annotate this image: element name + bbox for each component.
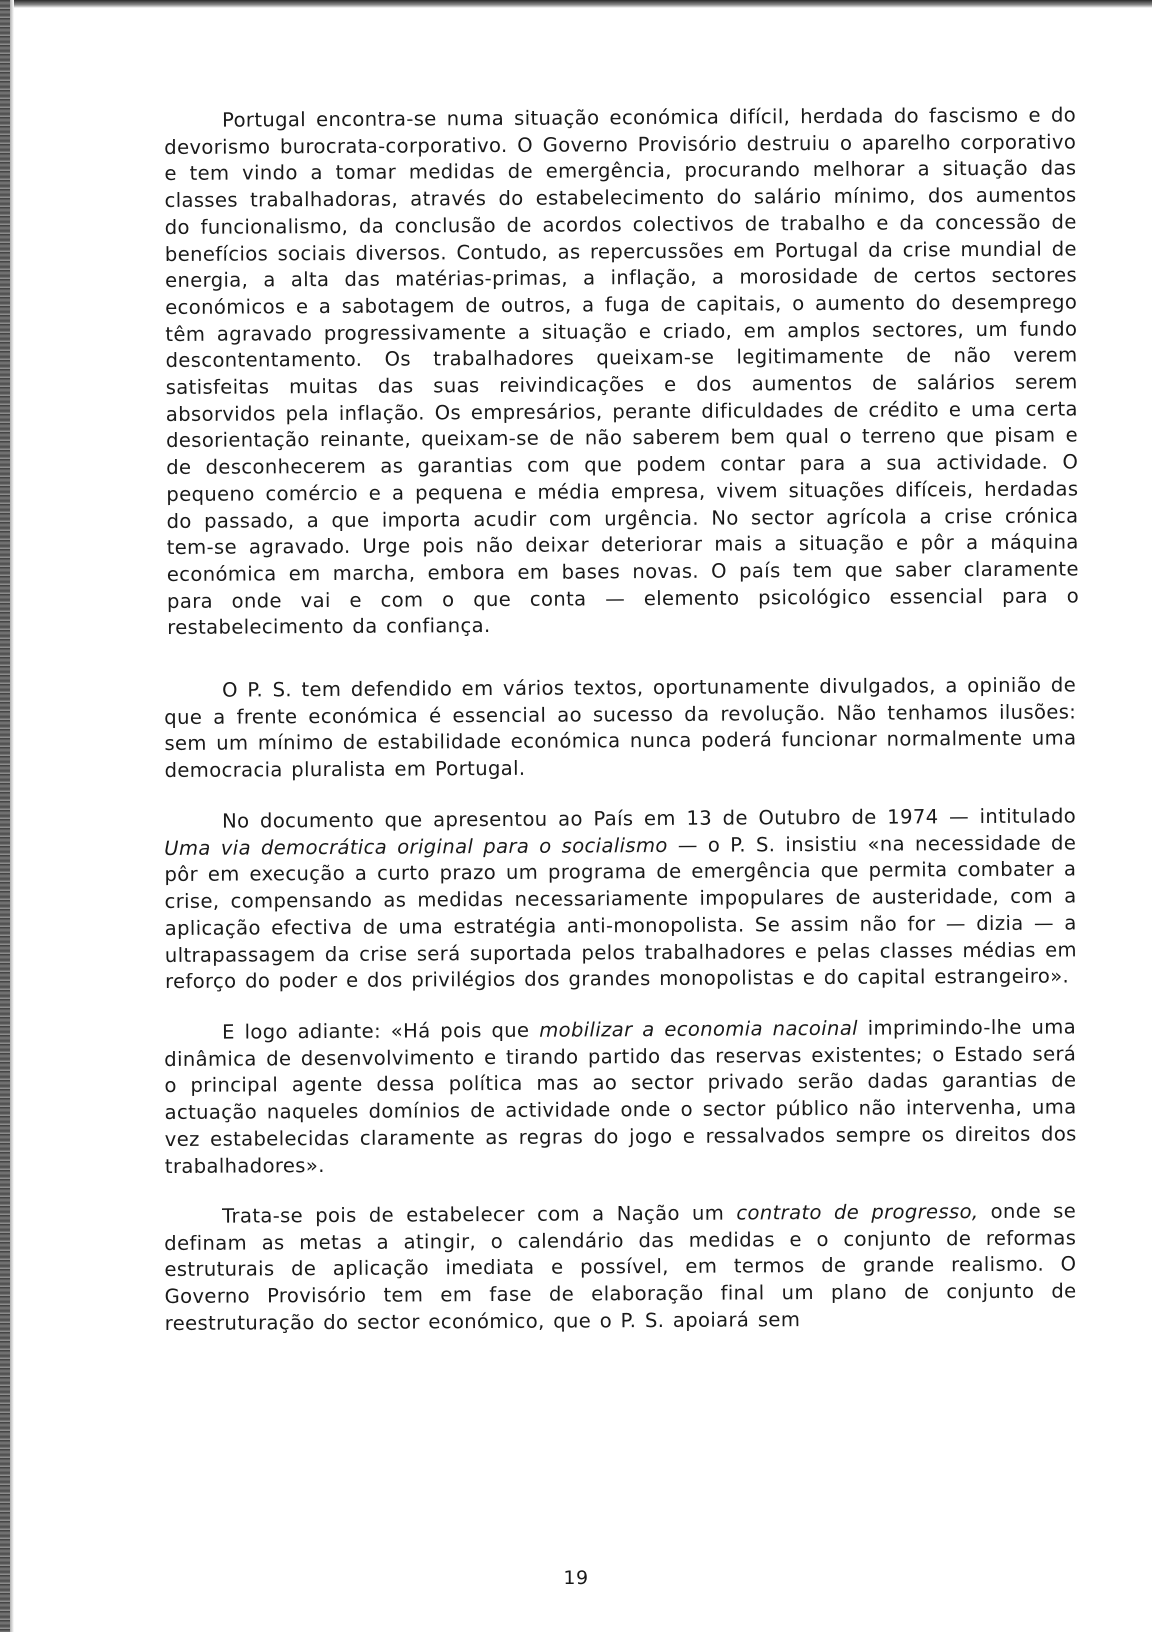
paragraph-text: Trata-se pois de estabelecer com a Nação um (222, 1201, 737, 1228)
paragraph-text: O P. S. tem defendido em vários textos, oportunamente divulgados, a opinião de que a frente económica é essencial ao sucesso da revolução. Não tenhamos ilusões: sem um mínimo de estabilidade económica nunca poderá funcionar normalmente uma democracia pluralista em Portugal. (164, 673, 1077, 783)
paragraph-economic-situation (164, 102, 1079, 642)
paragraph-text: E logo adiante: «Há pois que (222, 1018, 540, 1044)
paragraph-progress-contract (164, 1198, 1077, 1337)
paragraph-text: — o P. S. insistiu «na necessidade de pôr em execução a curto prazo um programa de emergência que permita combater a crise, compensando as medidas necessariamente impopulares de austeridade, com a aplicação efectiva de uma estratégia anti-monopolista. Se assim não for — dizia — a ultrapassagem da crise será suportada pelos trabalhadores e pelas classes médias em reforço do poder e dos privilégios dos grandes monopolistas e do capital estrangeiro». (164, 831, 1077, 994)
emphasis-italic: contrato de progresso, (736, 1200, 979, 1225)
scan-edge-left (0, 0, 10, 1632)
paragraph-text: No documento que apresentou ao País em 13 de Outubro de 1974 — intitulado (222, 804, 1077, 833)
paragraph-october-document (164, 803, 1077, 995)
document-title-italic: Uma via democrática original para o socialismo (164, 833, 668, 860)
paragraph-text: imprimindo-lhe uma dinâmica de desenvolvimento e tirando partido das reservas existentes; o Estado será o principal agente dessa política mas ao sector privado serão dadas garantias de actuação naqueles domínios de actividade onde o sector público não intervenha, uma vez estabelecidas claramente as regras do jogo e ressalvados sempre os direitos dos trabalhadores». (164, 1015, 1077, 1178)
scan-edge-left-shadow (10, 0, 14, 1632)
paragraph-text: onde se definam as metas a atingir, o calendário das medidas e o conjunto de reformas estruturais de aplicação imediata e possível, em termos de grande realismo. O Governo Provisório tem em fase de elaboração final um plano de conjunto de reestruturação do sector económico, que o P. S. apoiará sem (164, 1199, 1077, 1335)
paragraph-mobilize-economy (164, 1014, 1077, 1180)
emphasis-italic: mobilizar a economia nacoinal (539, 1016, 859, 1042)
paragraph-economic-front (164, 672, 1077, 784)
scan-edge-top (0, 0, 1152, 8)
page-number: 19 (563, 1567, 589, 1589)
paragraph-text: Portugal encontra-se numa situação económica difícil, herdada do fascismo e do devorismo burocrata-corporativo. O Governo Provisório destruiu o aparelho corporativo e tem vindo a tomar medidas de emergência, procurando melhorar a situação das classes trabalhadoras, através do estabelecimento do salário mínimo, dos aumentos do funcionalismo, da conclusão de acordos colectivos de trabalho e da concessão de benefícios sociais diversos. Contudo, as repercussões em Portugal da crise mundial de energia, a alta das matérias-primas, a inflação, a morosidade de certos sectores económicos e a sabotagem de outros, a fuga de capitais, o aumento do desemprego têm agravado progressivamente a situação e criado, em amplos sectores, um fundo descontentamento. Os trabalhadores queixam-se legitimamente de não verem satisfeitas muitas das suas reivindicações e dos aumentos de salários serem absorvidos pela inflação. Os empresários, perante dificuldades de crédito e uma certa desorientação reinante, queixam-se de não saberem bem qual o terreno que pisam e de desconhecerem as garantias com que podem contar para a sua actividade. O pequeno comércio e a pequena e média empresa, vivem situações difíceis, herdadas do passado, a que importa acudir com urgência. No sector agrícola a crise crónica tem-se agravado. Urge pois não deixar deteriorar mais a situação e pôr a máquina económica em marcha, embora em bases novas. O país tem que saber claramente para onde vai e com o que conta — elemento psicológico essencial para o restabelecimento da confiança. (164, 103, 1080, 640)
page-body (164, 103, 1080, 1338)
